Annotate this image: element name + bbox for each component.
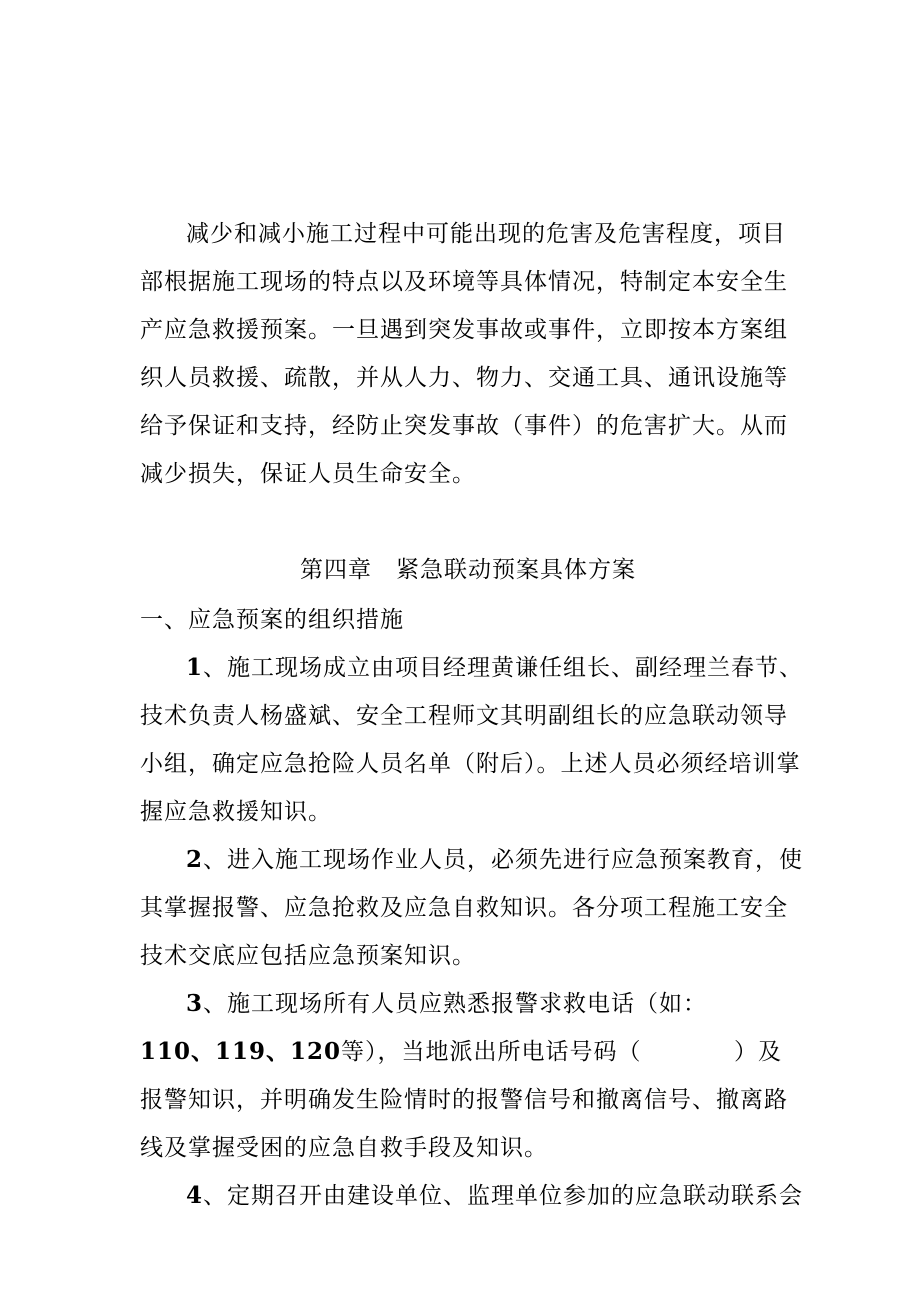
item-1-line-4: 握应急救援知识。 <box>140 799 332 825</box>
intro-line-6: 减少损失，保证人员生命安全。 <box>140 461 476 487</box>
item-number: 2 <box>186 846 204 873</box>
item-3-line-2 <box>140 1036 780 1068</box>
item-3-line-3: 报警知识，并明确发生险情时的报警信号和撤离信号、撤离路 <box>140 1087 788 1113</box>
section-heading: 一、应急预案的组织措施 <box>140 607 404 633</box>
item-2-line-1 <box>186 844 803 876</box>
chapter-title: 第四章 紧急联动预案具体方案 <box>300 557 636 583</box>
item-2-line-3: 技术交底应包括应急预案知识。 <box>140 943 476 969</box>
intro-line-4: 织人员救援、疏散，并从人力、物力、交通工具、通讯设施等 <box>140 365 788 391</box>
item-text: 、施工现场所有人员应熟悉报警求救电话（如： <box>203 991 708 1017</box>
item-4-line-1 <box>186 1180 803 1212</box>
item-1-line-2: 技术负责人杨盛斌、安全工程师文其明副组长的应急联动领导 <box>140 703 788 729</box>
intro-line-3: 产应急救援预案。一旦遇到突发事故或事件，立即按本方案组 <box>140 317 788 343</box>
police-station-phone-prefix: 等），当地派出所电话号码（ <box>341 1039 642 1065</box>
item-number: 1 <box>186 654 204 681</box>
intro-line-1: 减少和减小施工过程中可能出现的危害及危害程度，项目 <box>186 221 786 247</box>
item-text: 、施工现场成立由项目经理黄谦任组长、副经理兰春节、 <box>203 655 804 681</box>
intro-line-5: 给予保证和支持，经防止突发事故（事件）的危害扩大。从而 <box>140 413 788 439</box>
emergency-phone-numbers: 110、119、120 <box>140 1038 342 1065</box>
item-text: 、进入施工现场作业人员，必须先进行应急预案教育，使 <box>203 847 804 873</box>
item-number: 4 <box>186 1182 204 1209</box>
item-1-line-1 <box>186 652 803 684</box>
item-3-line-4: 线及掌握受困的应急自救手段及知识。 <box>140 1135 548 1161</box>
item-1-line-3: 小组，确定应急抢险人员名单（附后）。上述人员必须经培训掌 <box>140 751 801 777</box>
item-text: 、定期召开由建设单位、监理单位参加的应急联动联系会 <box>203 1183 804 1209</box>
item-3-line-1 <box>186 988 707 1020</box>
police-station-phone-suffix: ）及 <box>734 1039 782 1065</box>
intro-line-2: 部根据施工现场的特点以及环境等具体情况，特制定本安全生 <box>140 269 788 295</box>
item-number: 3 <box>186 990 204 1017</box>
item-2-line-2: 其掌握报警、应急抢救及应急自救知识。各分项工程施工安全 <box>140 895 788 921</box>
